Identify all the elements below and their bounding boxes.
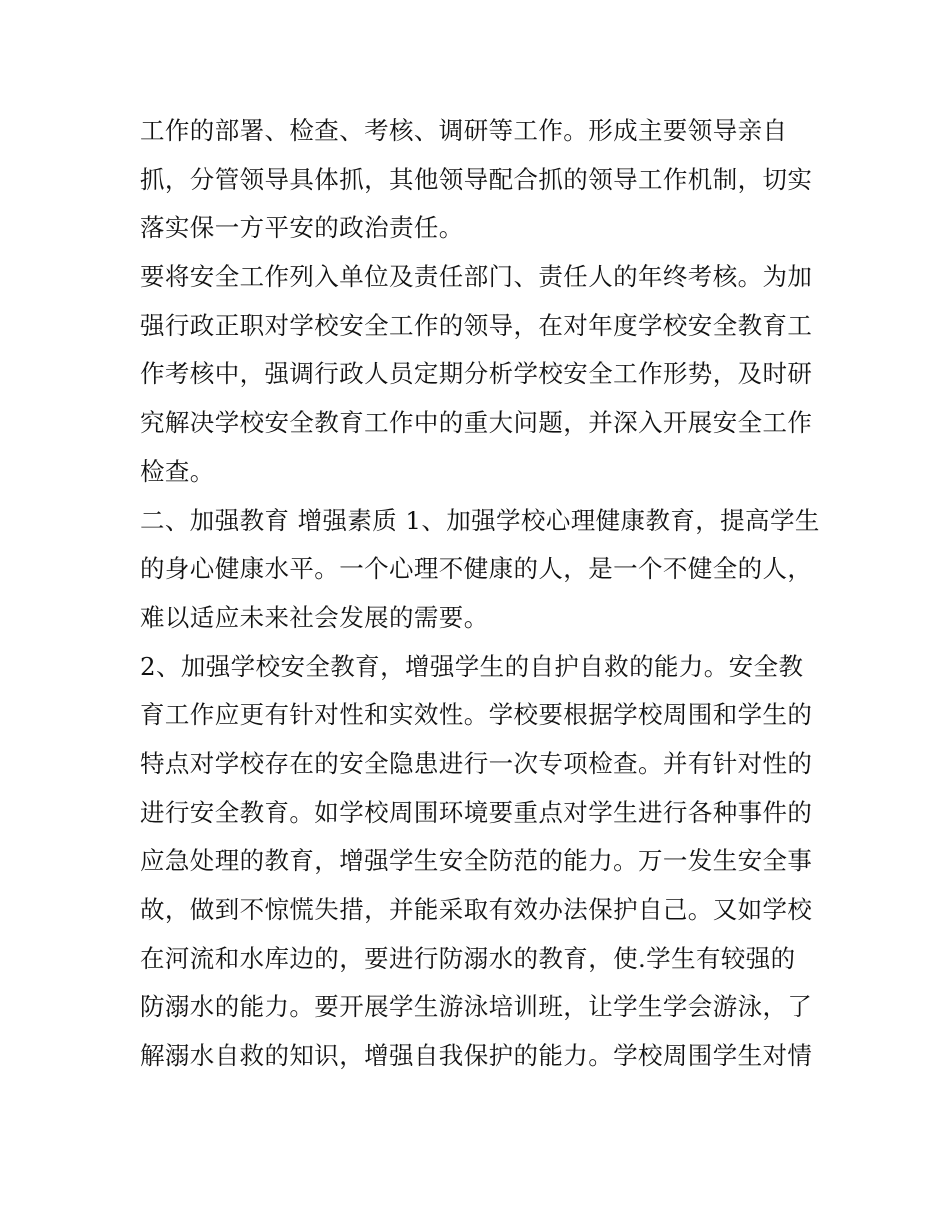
text-line: 应急处理的教育，增强学生安全防范的能力。万一发生安全事 [140, 846, 813, 876]
text-line: 育工作应更有针对性和实效性。学校要根据学校周围和学生的 [140, 700, 813, 730]
text-line: 防溺水的能力。要开展学生游泳培训班，让学生学会游泳，了 [140, 992, 813, 1022]
text-line: 故，做到不惊慌失措，并能采取有效办法保护自己。又如学校 [140, 895, 813, 924]
text-line: 落实保一方平安的政治责任。 [140, 213, 464, 243]
text-line: 难以适应未来社会发展的需要。 [140, 602, 489, 632]
text-line: 的身心健康水平。一个心理不健康的人，是一个不健全的人， [140, 554, 813, 584]
text-line: 工作的部署、检查、考核、调研等工作。形成主要领导亲自 [140, 116, 788, 145]
text-line: 强行政正职对学校安全工作的领导，在对年度学校安全教育工 [140, 310, 813, 340]
text-line: 进行安全教育。如学校周围环境要重点对学生进行各种事件的 [140, 797, 813, 827]
document-body [140, 107, 820, 1081]
text-line: 抓，分管领导具体抓，其他领导配合抓的领导工作机制，切实 [140, 164, 813, 194]
text-line: 解溺水自救的知识，增强自我保护的能力。学校周围学生对情 [140, 1041, 813, 1071]
text-line: 作考核中，强调行政人员定期分析学校安全工作形势，及时研 [140, 359, 813, 389]
text-line: 要将安全工作列入单位及责任部门、责任人的年终考核。为加 [140, 262, 813, 292]
text-line: 在河流和水库边的，要进行防溺水的教育，使.学生有较强的 [140, 943, 796, 973]
text-line: 二、加强教育 增强素质 1、加强学校心理健康教育，提高学生 [140, 505, 820, 535]
text-line: 检查。 [140, 456, 215, 486]
text-line: 2、加强学校安全教育，增强学生的自护自救的能力。安全教 [140, 651, 804, 681]
text-line: 特点对学校存在的安全隐患进行一次专项检查。并有针对性的 [140, 748, 813, 778]
text-line: 究解决学校安全教育工作中的重大问题，并深入开展安全工作 [140, 408, 813, 438]
